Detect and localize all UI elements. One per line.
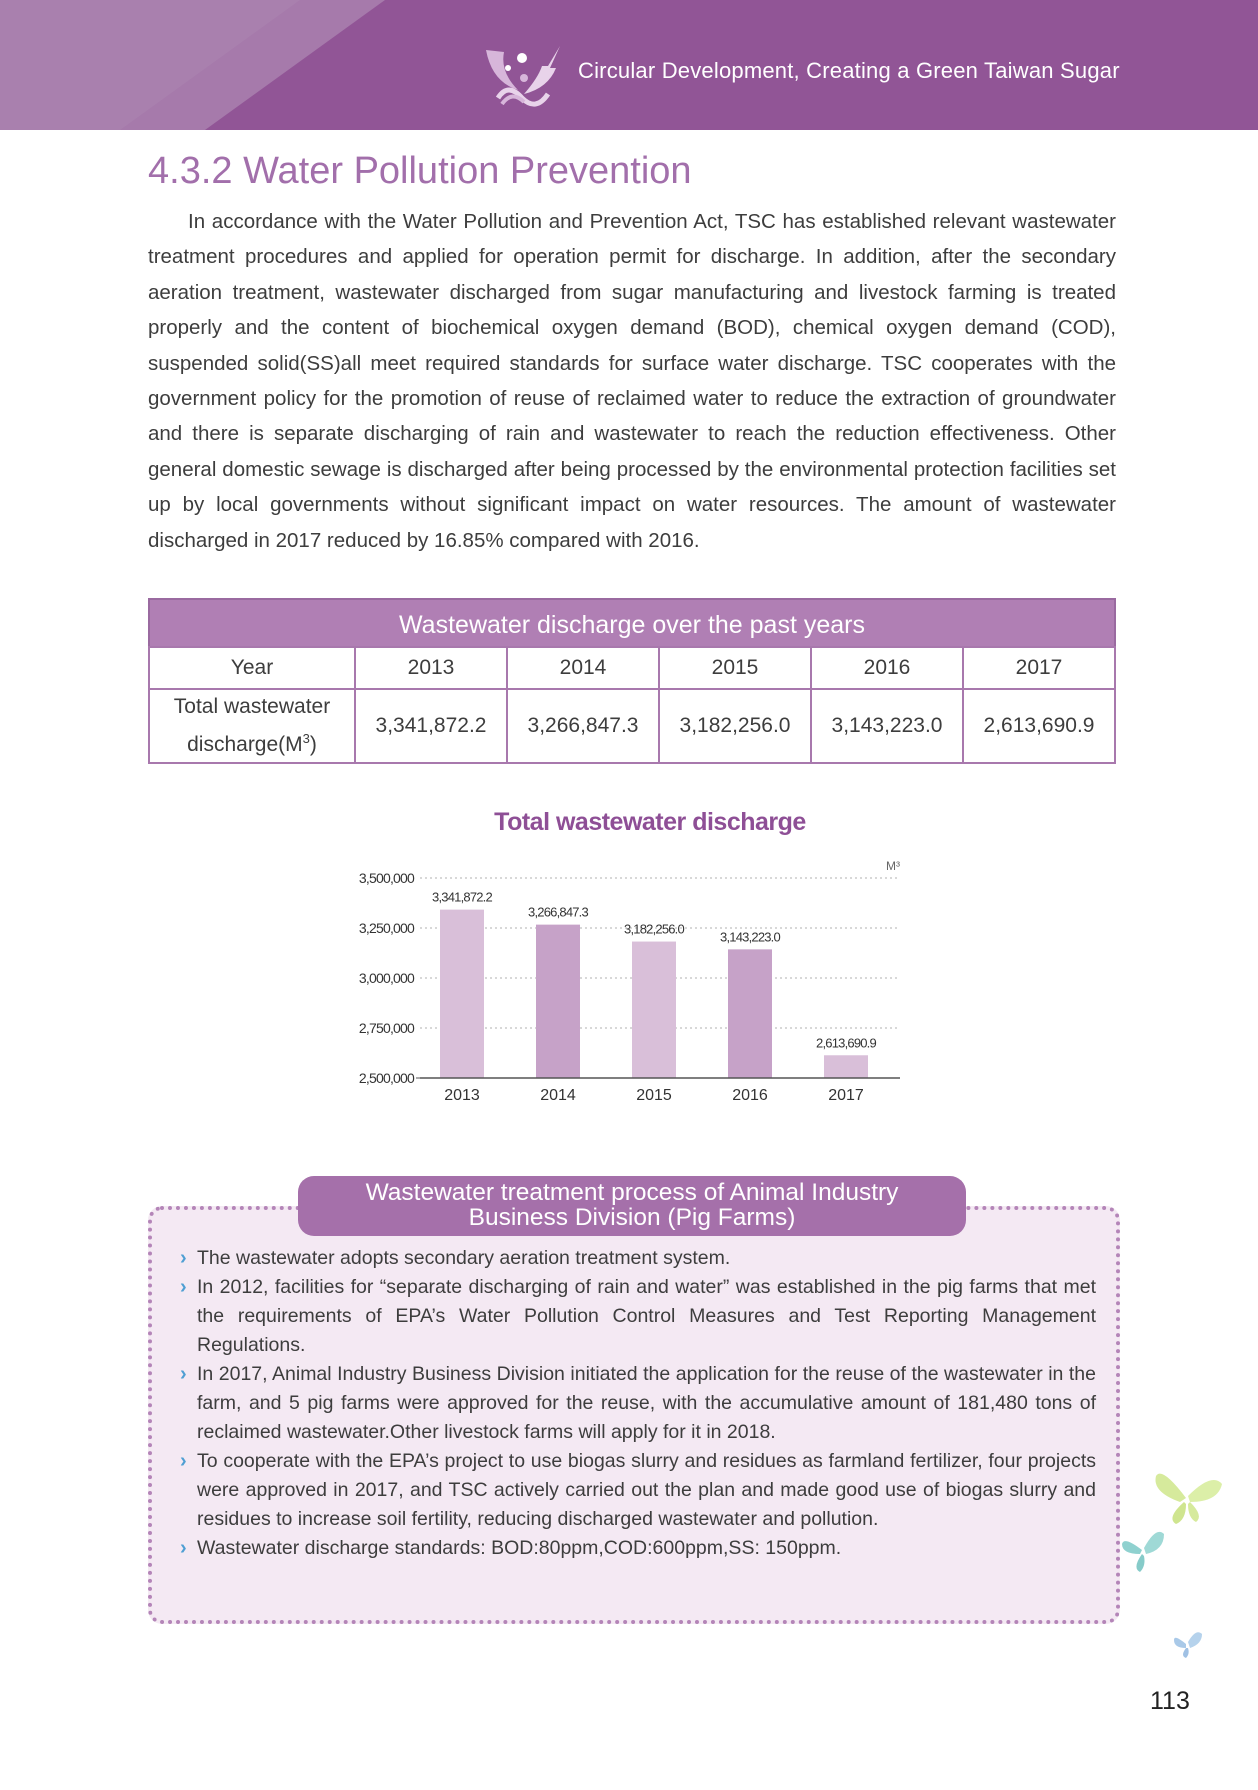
row-label-line1: Total wastewater <box>173 695 331 718</box>
y-tick-label: 3,500,000 <box>358 870 414 886</box>
table-row <box>149 689 1115 763</box>
chevron-right-icon: › <box>180 1537 187 1559</box>
year-cell: 2016 <box>811 647 963 689</box>
row-label-sup: 3 <box>302 731 310 746</box>
table-caption: Wastewater discharge over the past years <box>148 598 1116 646</box>
year-cell: 2015 <box>659 647 811 689</box>
data-label: 3,143,223.0 <box>720 929 780 945</box>
list-item-text: Wastewater discharge standards: BOD:80ppm,COD:600ppm,SS: 150ppm. <box>197 1537 842 1559</box>
page-header <box>0 0 1258 130</box>
page-number: 113 <box>1150 1687 1190 1715</box>
table-row <box>149 647 1115 689</box>
x-tick-label: 2013 <box>444 1087 480 1104</box>
value-cell: 3,266,847.3 <box>507 689 659 763</box>
value-cell: 3,341,872.2 <box>355 689 507 763</box>
taiwan-sugar-leaf-logo-icon <box>478 38 568 112</box>
wastewater-discharge-table <box>148 598 1116 764</box>
row-label-cell <box>149 689 355 763</box>
list-item-text: In 2017, Animal Industry Business Division initiated the application for the reuse of the wastewater in the farm, and 5 pig farms were approved for the reuse, with the accumulative amount of 181,480 tons of reclaimed wastewater.Other livestock farms will apply for it in 2018. <box>197 1363 1096 1443</box>
year-cell: 2017 <box>963 647 1115 689</box>
value-cell: 2,613,690.9 <box>963 689 1115 763</box>
unit-label: M³ <box>886 859 900 873</box>
value-cell: 3,143,223.0 <box>811 689 963 763</box>
year-header-cell: Year <box>149 647 355 689</box>
bar-chart <box>340 800 920 1120</box>
year-cell: 2014 <box>507 647 659 689</box>
butterfly-icon <box>1152 1462 1224 1526</box>
y-tick-label: 2,500,000 <box>358 1070 414 1086</box>
process-title <box>298 1176 966 1236</box>
row-label-line2: discharge(M <box>187 733 303 756</box>
bar <box>824 1055 868 1078</box>
x-tick-label: 2016 <box>732 1087 768 1104</box>
bar <box>536 925 580 1078</box>
list-item <box>180 1447 1096 1534</box>
x-tick-label: 2017 <box>828 1087 864 1104</box>
intro-paragraph: In accordance with the Water Pollution and Prevention Act, TSC has established relevant wastewater treatment procedures and applied for operation permit for discharge. In addition, after the secondary aeration treatment, wastewater discharged from sugar manufacturing and livestock farming is treated properly and the content of biochemical oxygen demand (BOD), chemical oxygen demand (COD), suspended solid(SS)all meet required standards for surface water discharge. TSC cooperates with the government policy for the promotion of reuse of reclaimed water to reduce the extraction of groundwater and there is separate discharging of rain and wastewater to reach the reduction effectiveness. Other general domestic sewage is discharged after being processed by the environmental protection facilities set up by local governments without significant impact on water resources. The amount of wastewater discharged in 2017 reduced by 16.85% compared with 2016. <box>148 210 1116 552</box>
butterfly-icon <box>1120 1524 1168 1574</box>
process-title-line2: Business Division (Pig Farms) <box>468 1204 796 1231</box>
header-title: Circular Development, Creating a Green Taiwan Sugar <box>578 58 1120 83</box>
y-tick-label: 3,000,000 <box>358 970 414 986</box>
data-label: 3,341,872.2 <box>432 889 492 905</box>
y-tick-label: 2,750,000 <box>358 1020 414 1036</box>
list-item <box>180 1534 1096 1563</box>
list-item <box>180 1360 1096 1447</box>
bar <box>728 949 772 1078</box>
data-label: 3,266,847.3 <box>528 904 588 920</box>
x-tick-label: 2014 <box>540 1087 576 1104</box>
list-item-text: To cooperate with the EPA’s project to use biogas slurry and residues as farmland fertilizer, four projects were approved in 2017, and TSC actively carried out the plan and made good use of biogas slurry and residues to increase soil fertility, reducing discharged wastewater and pollution. <box>197 1450 1096 1530</box>
chevron-right-icon: › <box>180 1276 187 1298</box>
butterfly-icon <box>1172 1628 1204 1658</box>
x-tick-label: 2015 <box>636 1087 672 1104</box>
list-item <box>180 1244 1096 1273</box>
data-label: 3,182,256.0 <box>624 921 684 937</box>
list-item-text: In 2012, facilities for “separate discharging of rain and water” was established in the pig farms that met the requirements of EPA’s Water Pollution Control Measures and Test Reporting Management Regulations. <box>197 1276 1096 1356</box>
y-tick-label: 3,250,000 <box>358 920 414 936</box>
list-item <box>180 1273 1096 1360</box>
chevron-right-icon: › <box>180 1450 187 1472</box>
chevron-right-icon: › <box>180 1363 187 1385</box>
year-cell: 2013 <box>355 647 507 689</box>
row-label-end: ) <box>309 733 317 756</box>
chevron-right-icon: › <box>180 1247 187 1269</box>
value-cell: 3,182,256.0 <box>659 689 811 763</box>
bar <box>632 942 676 1078</box>
list-item-text: The wastewater adopts secondary aeration treatment system. <box>197 1247 731 1269</box>
chart-title: Total wastewater discharge <box>494 808 806 836</box>
section-title: 4.3.2 Water Pollution Prevention <box>148 150 692 192</box>
bar <box>440 910 484 1078</box>
data-label: 2,613,690.9 <box>816 1035 876 1051</box>
process-list <box>180 1244 1096 1563</box>
process-title-line1: Wastewater treatment process of Animal Industry <box>365 1179 899 1206</box>
